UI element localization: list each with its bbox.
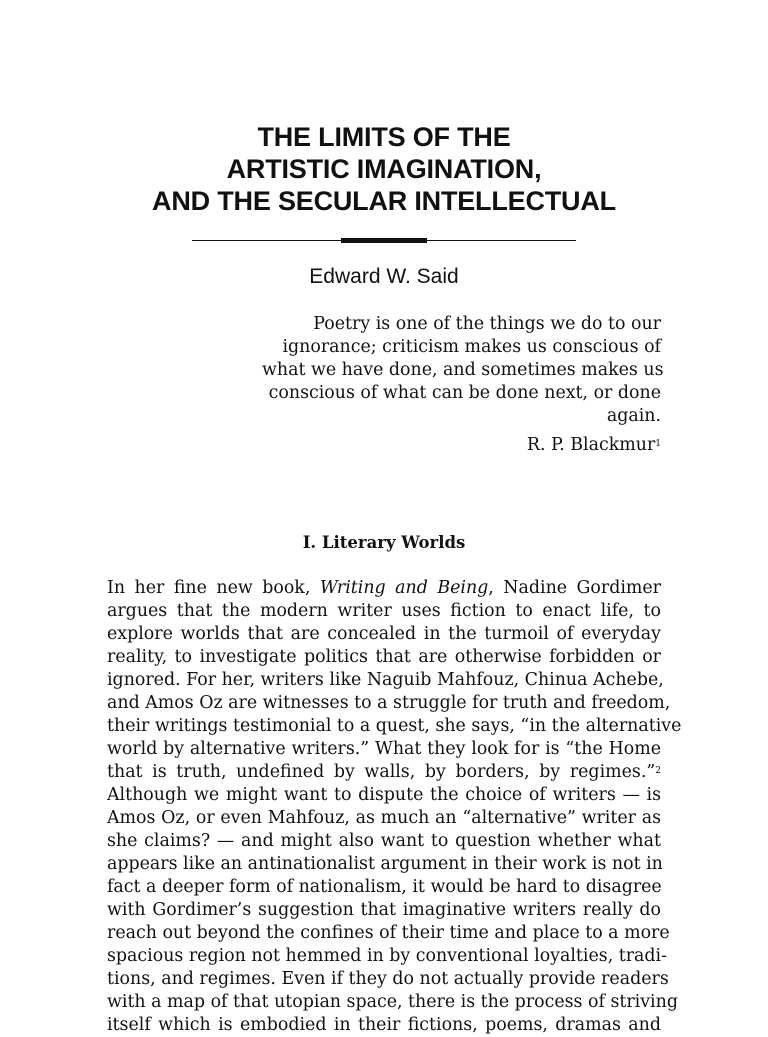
epigraph (262, 313, 664, 428)
author-name: Edward W. Said (309, 265, 459, 288)
body-line: reach out beyond the confines of their time and place to a more (107, 923, 670, 943)
title-line-3: AND THE SECULAR INTELLECTUAL (152, 186, 616, 216)
body-line: she claims? — and might also want to question whether what (107, 831, 661, 851)
attribution-name: R. P. Blackmur (526, 435, 656, 455)
title-divider-accent (341, 238, 427, 243)
body-line: their writings testimonial to a quest, she says, “in the alternative (107, 716, 682, 736)
title-line-2: ARTISTIC IMAGINATION, (226, 154, 542, 184)
footnote-marker-1[interactable]: 1 (655, 439, 661, 449)
footnote-marker-2[interactable]: 2 (655, 766, 661, 776)
body-line: spacious region not hemmed in by conventional loyalties, tradi- (107, 946, 667, 966)
body-line: with a map of that utopian space, there is the process of striving (107, 992, 678, 1012)
body-line: In her fine new book, Writing and Being, Nadine Gordimer (107, 578, 661, 598)
body-line: appears like an antinationalist argument in their work is not in (107, 854, 663, 874)
body-line: world by alternative writers.” What they look for is “the Home (107, 739, 661, 759)
epigraph-attribution (262, 434, 661, 457)
body-paragraph (107, 577, 682, 1037)
title-line-1: THE LIMITS OF THE (257, 122, 511, 152)
epigraph-line-2: ignorance; criticism makes us conscious of (282, 337, 661, 357)
body-line: fact a deeper form of nationalism, it would be hard to disagree (107, 877, 662, 897)
book-title-italic: Writing and Being (319, 578, 489, 598)
body-line: tions, and regimes. Even if they do not actually provide readers (107, 969, 669, 989)
body-line: Amos Oz, or even Mahfouz, as much an “alternative” writer as (107, 808, 661, 828)
body-line: and Amos Oz are witnesses to a struggle for truth and freedom, (107, 693, 671, 713)
body-line: Although we might want to dispute the choice of writers — is (107, 785, 661, 805)
epigraph-line-3: what we have done, and sometimes makes us (262, 360, 664, 380)
body-line: reality, to investigate politics that are otherwise forbidden or (107, 647, 661, 667)
body-line: itself which is embodied in their fictions, poems, dramas and (107, 1015, 661, 1035)
body-line: ignored. For her, writers like Naguib Mahfouz, Chinua Achebe, (107, 670, 664, 690)
epigraph-line-5: again. (606, 406, 661, 426)
epigraph-line-4: conscious of what can be done next, or done (268, 383, 661, 403)
body-line: with Gordimer’s suggestion that imaginative writers really do (107, 900, 661, 920)
body-line: argues that the modern writer uses fiction to enact life, to (107, 601, 661, 621)
body-line: that is truth, undefined by walls, by borders, by regimes.”$^2$ (107, 762, 661, 782)
section-heading: I. Literary Worlds (302, 533, 466, 552)
body-line: explore worlds that are concealed in the turmoil of everyday (107, 624, 661, 644)
article-title (0, 121, 768, 217)
epigraph-line-1: Poetry is one of the things we do to our (313, 314, 661, 334)
